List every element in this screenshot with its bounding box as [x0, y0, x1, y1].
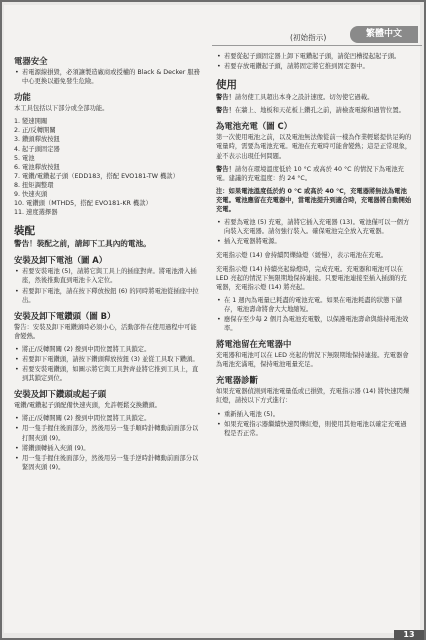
features-heading: 功能 [14, 92, 31, 103]
leave-in-charger-text: 充電器和電池可以在 LED 亮起的情況下無限期地保持連接。充電器會為電池充滿電，保持電池電量充足。 [216, 352, 409, 369]
charger-diagnostics-list [216, 410, 412, 438]
warning-text: 在牆上、地板和天花板上鑽孔之前，請檢查電線和過管位置。 [234, 107, 405, 115]
features-intro: 本工具包括以下部分或全部功能。 [14, 105, 109, 113]
list-item: 2. 正/反轉開關 [14, 127, 56, 135]
bit-mount-heading: 安裝及卸下鑽頭或起子頭 [14, 389, 107, 400]
charging-warning [216, 165, 412, 183]
list-item: • 用一隻手握住後面部分，然後用另一隻手順時針轉動前面部分以打開夾頭 (9)。 [14, 424, 202, 442]
electrical-safety-list [14, 68, 202, 86]
list-item: • 若電源線損毀，必須讓製造廠商或授權的 Black & Decker 服務中心更換以避免發生危險。 [14, 68, 202, 86]
list-item: 8. 扭矩調整環 [14, 181, 54, 189]
list-item: • 插入充電器將電源。 [216, 237, 412, 246]
list-item: 6. 電池釋放按鈕 [14, 163, 60, 171]
list-item: • 用一隻手握住後面部分，然後用另一隻手逆時針轉動前面部分以緊固夾頭 (9)。 [14, 454, 202, 472]
list-item: 4. 起子頭固定器 [14, 145, 60, 153]
charging-tips-list [216, 296, 412, 333]
battery-mount-heading: 安裝及卸下電池（圖 A） [14, 255, 108, 266]
head-mount-list [14, 345, 202, 383]
page-number: 13 [394, 630, 424, 640]
list-item: • 重新插入電池 (5)。 [216, 410, 412, 419]
warning-label: 警告！ [216, 107, 235, 115]
list-item: • 若要安裝電池 (5)，請將它與工具上的插座對齊。將電池滑入插座，然後推動直到電池卡入定位。 [14, 267, 202, 285]
list-item: • 若要為電池 (5) 充電，請將它插入充電器 (13)。電池僅可以一個方向裝入充電器。請勿強行裝入。確保電池完全放入充電器。 [216, 218, 412, 236]
head-mount-heading: 安裝及卸下電鑽頭（圖 B） [14, 310, 116, 321]
list-item: 3. 鑽頭釋放按鈕 [14, 136, 60, 144]
charging-intro: 第一次使用電池之前，以及電池無法像從前一樣為作業輕鬆提供足夠的電量時，需要為電池充電。電池在充電時可能會變熱；這是正常現象，並不表示出現任何問題。 [216, 134, 412, 160]
section-context: (初始指示) [290, 33, 327, 42]
list-item: • 若要安裝電鑽頭，如圖示將它與工具對齊並將它推到工具上，直到其鎖定到位。 [14, 365, 202, 383]
electrical-safety-heading: 電器安全 [14, 56, 48, 66]
list-item: • 將正/反轉開關 (2) 撥到中間位置將工具鎖定。 [14, 414, 202, 423]
list-item: • 將正/反轉開關 (2) 撥到中間位置將工具鎖定。 [14, 345, 202, 354]
list-item: 10. 電鑽頭（MTHD5，搭配 EVO181-KR 機款） [14, 200, 152, 208]
warning-label: 警告！ [216, 165, 235, 173]
charging-complete-text: 充電指示燈 (14) 持續亮起綠燈時，完成充電。充電器和電池可以在 LED 亮起的情況下無限期地保持連接。只要電池連接至插入插頭的充電器，充電指示燈 (14) 將亮起。 [216, 265, 407, 291]
use-warning-2 [216, 106, 412, 115]
use-warning [216, 93, 412, 102]
bit-mount-intro: 電鑽/電鑽起子頭配備快速夾頭，允許輕鬆交換鑽頭。 [14, 402, 161, 410]
warning-text: 請勿在環境溫度低於 10 °C 或高於 40 °C 的情況下為電池充電。建議的充電溫度：約 24 °C。 [216, 165, 404, 182]
charging-indicator-text: 充電指示燈 (14) 會持續閃爍綠燈（緩慢），表示電池在充電。 [216, 252, 388, 260]
list-item: • 若要卸下電池，請在按下釋放按鈕 (6) 的同時將電池從插座中拉出。 [14, 287, 202, 305]
charging-list [216, 218, 412, 246]
charger-diagnostics-heading: 充電器診斷 [216, 375, 258, 386]
list-item: 1. 變速開關 [14, 118, 48, 126]
head-mount-warning: 警告：安裝及卸下電鑽頭時必須小心，活動部件在使用過程中可能會變熱。 [14, 323, 197, 340]
warning-label: 警告！ [216, 94, 235, 102]
features-list [14, 117, 202, 217]
charging-heading: 為電池充電（圖 C） [216, 121, 293, 132]
list-item: 9. 快速夾頭 [14, 191, 48, 199]
list-item: • 若要卸下電鑽頭，請按下鑽頭釋放按鈕 (3) 並從工具取下鑽頭。 [14, 355, 202, 364]
list-item: • 如果充電指示器繼續快速閃爍紅燈，則使用其他電池以確定充電過程是否正常。 [216, 420, 412, 438]
language-tab: 繁體中文 [350, 26, 418, 43]
left-column [14, 50, 202, 477]
list-item: • 若要存放電鑽起子頭，請將固定將它推到固定器中。 [216, 62, 412, 71]
charging-note: 注：如果電池溫度低於約 0 °C 或高於 40 °C，充電器將無法為電池充電。電池應留在充電器中，當電池提升到適合時，充電器將自動開始充電。 [216, 187, 412, 214]
charger-diagnostics-text: 如果充電器偵測到電池電量低或已損毀，充電指示器 (14) 將快速閃爍紅燈，請按以下方式進行： [216, 388, 410, 405]
right-column [216, 50, 412, 443]
warning-text: 請勿使工具超出本身之設計速度。切勿使它過載。 [234, 94, 374, 102]
list-item: 5. 電池 [14, 154, 35, 162]
list-item: • 在 1 週內為電量已耗盡的電池充電。如果在電池耗盡的狀態下儲存，電池壽命將會大大地縮短。 [216, 296, 412, 314]
list-item: 7. 電鑽/電鑽起子頭（EDD183，搭配 EVO181-TW 機款） [14, 172, 179, 180]
use-heading: 使用 [216, 79, 237, 92]
list-item: 11. 速度選擇器 [14, 209, 58, 217]
assembly-warning: 警告！裝配之前，請卸下工具內的電池。 [14, 239, 151, 249]
leave-in-charger-heading: 將電池留在充電器中 [216, 339, 292, 350]
list-item: • 將鑽頭轉插入夾頭 (9)。 [14, 444, 202, 453]
battery-mount-list [14, 267, 202, 304]
list-item: • 應保存至少每 2 個月為電池充電數，以保護電池壽命與維持電池效率。 [216, 315, 412, 333]
assembly-heading: 裝配 [14, 225, 35, 238]
bit-mount-list [14, 414, 202, 472]
list-item: • 若要從起子頭固定器上卸下電鑽起子頭，請從凹槽提起起子頭。 [216, 52, 412, 61]
bit-holder-list [216, 52, 412, 71]
header-divider [212, 45, 422, 46]
